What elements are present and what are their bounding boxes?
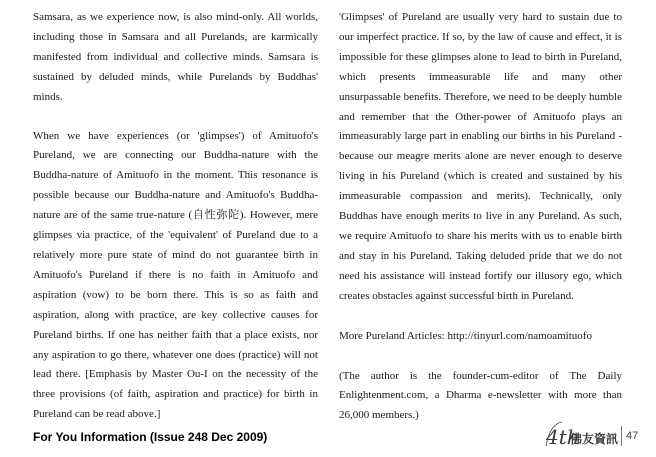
magazine-logo <box>540 418 624 452</box>
paragraph-mind-only: Samsara, as we experience now, is also mind-only. All worlds, including those in Samsara and all Purelands, are karmically manifested from individual and collective minds. Samsara is sustained by deluded minds, while Purelands by Buddhas' minds. <box>33 11 318 103</box>
author-note: (The author is the founder-cum-editor of The Daily Enlightenment.com, a Dharma e-newsletter with more than 26,000 members.) <box>339 369 622 422</box>
paragraph-spacer <box>33 108 318 127</box>
right-text-column <box>339 8 622 426</box>
paragraph-glimpses-experience: When we have experiences (or 'glimpses') of Amituofo's Pureland, we are connecting our Buddha-nature with the Buddha-nature of Amituofo in the moment. This resonance is possible because our Buddha-nature and Amituofo's Buddha-nature are of the same true-nature (自性弥陀). However, mere glimpses via practice, of the 'equivalent' of Pureland due to a relatively more pure state of mind do not guarantee birth in Amituofo's Pureland if there is no faith in Amituofo and aspiration (vow) to be born there. This is so as faith and aspiration, along with practice, are key collective causes for Pureland births. If one has neither faith that a place exists, nor any aspiration to go there, whatever one does (practice) will not lead there. [Emphasis by Master Ou-I on the necessity of the three provisions (of faith, aspiration and practice) for birth in Pureland can be read above.] <box>33 129 318 421</box>
logo-mark-text: 4th <box>546 425 580 449</box>
publication-source: For You Information (Issue 248 Dec 2009) <box>33 430 268 444</box>
page-number-divider <box>621 426 622 446</box>
paragraph-spacer <box>339 347 622 367</box>
paragraph-glimpses-sustain: 'Glimpses' of Pureland are usually very hard to sustain due to our imperfect practice. If so, by the law of cause and effect, it is impossible for these glimpses alone to lead to birth in Pureland, which presents immeasurable life and many other unsurpassable benefits. Therefore, we need to be deeply humble and remember that the Other-power of Amituofo plays an immeasurably large part in enabling our births in his Pureland - because our meagre merits alone are never enough to deserve living in his Pureland (which is created and sustained by his immeasurable compassion and merits). Technically, only Buddhas have enough merits to live in any Pureland. As such, we require Amituofo to share his merits with us to enable birth and stay in his Pureland. Taking deluded pride that we do not need his assistance will instead fortify our illusory ego, which creates obstacles against successful birth in Pureland. <box>339 11 622 302</box>
paragraph-spacer <box>339 307 622 327</box>
page-number: 47 <box>626 430 639 442</box>
more-articles-link-text: More Pureland Articles: http://tinyurl.com/namoamituofo <box>339 329 592 342</box>
magazine-logo-icon <box>540 418 624 452</box>
left-text-column <box>33 8 318 425</box>
logo-chinese-text: 佛友資訊 <box>570 432 619 446</box>
